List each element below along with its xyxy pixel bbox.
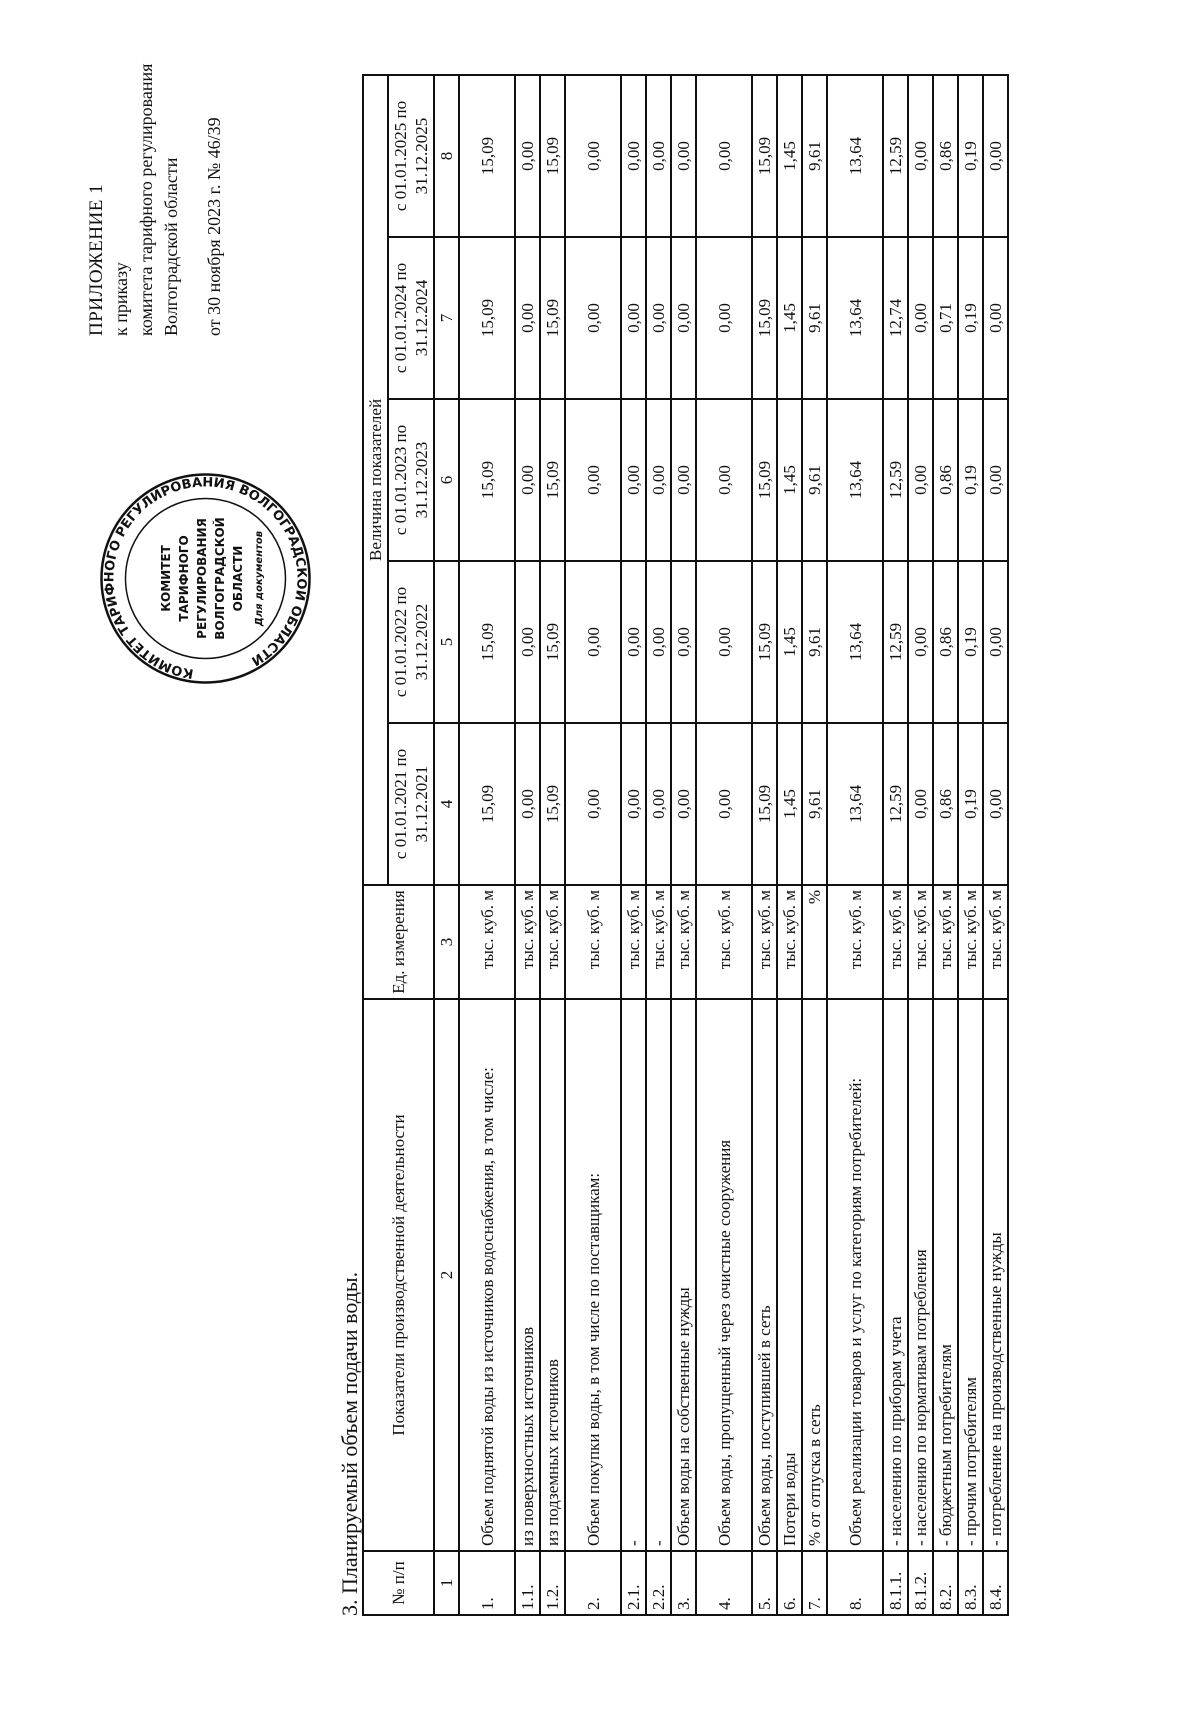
row-value-cell: 0,86 (933, 75, 958, 237)
row-value-cell: 0,00 (671, 75, 696, 237)
row-indicator-cell: % от отпуска в сеть (802, 999, 827, 1551)
row-value-cell: 1,45 (777, 399, 802, 561)
row-indicator-cell: Объем воды, пропущенный через очистные сооружения (696, 999, 752, 1551)
table-row (459, 75, 515, 1615)
row-unit-cell: тыс. куб. м (696, 885, 752, 999)
row-value-cell: 9,61 (802, 561, 827, 723)
row-value-cell: 0,00 (646, 399, 671, 561)
row-value-cell: 0,00 (565, 399, 621, 561)
row-unit-cell: тыс. куб. м (908, 885, 933, 999)
row-number-cell: 1.1. (515, 1551, 540, 1615)
col-header-period: с 01.01.2023 по 31.12.2023 (388, 399, 434, 561)
row-indicator-cell: Объем поднятой воды из источников водоснабжения, в том числе: (459, 999, 515, 1551)
appendix-label: ПРИЛОЖЕНИЕ 1 (86, 183, 107, 336)
row-value-cell: 15,09 (752, 723, 777, 885)
row-indicator-cell: Объем реализации товаров и услуг по категориям потребителей: (827, 999, 883, 1551)
row-unit-cell: тыс. куб. м (565, 885, 621, 999)
row-value-cell: 0,00 (983, 75, 1008, 237)
row-value-cell: 0,00 (646, 723, 671, 885)
row-value-cell: 15,09 (540, 75, 565, 237)
column-number-row (434, 75, 459, 1615)
col-number: 7 (434, 237, 459, 399)
row-value-cell: 0,00 (696, 237, 752, 399)
stamp-line-3: РЕГУЛИРОВАНИЯ (195, 518, 209, 639)
row-value-cell: 0,00 (908, 561, 933, 723)
row-value-cell: 0,00 (696, 723, 752, 885)
row-unit-cell: тыс. куб. м (933, 885, 958, 999)
row-value-cell: 13,64 (827, 75, 883, 237)
stamp-line-4: ВОЛГОГРАДСКОЙ (213, 517, 227, 640)
row-value-cell: 15,09 (459, 237, 515, 399)
row-value-cell: 15,09 (752, 561, 777, 723)
row-number-cell: 7. (802, 1551, 827, 1615)
row-value-cell: 0,86 (933, 723, 958, 885)
row-value-cell: 15,09 (540, 561, 565, 723)
row-value-cell: 0,00 (515, 399, 540, 561)
col-header-period: с 01.01.2025 по 31.12.2025 (388, 75, 434, 237)
row-value-cell: 15,09 (540, 399, 565, 561)
header-block (84, 6, 227, 336)
row-indicator-cell: Объем воды на собственные нужды (671, 999, 696, 1551)
table-row (777, 75, 802, 1615)
row-value-cell: 1,45 (777, 237, 802, 399)
col-header-indicator: Показатели производственной деятельности (363, 999, 434, 1551)
row-value-cell: 15,09 (752, 237, 777, 399)
row-value-cell: 0,86 (933, 399, 958, 561)
committee-name: комитета тарифного регулирования (136, 63, 156, 336)
row-unit-cell: тыс. куб. м (540, 885, 565, 999)
col-header-period: с 01.01.2022 по 31.12.2022 (388, 561, 434, 723)
row-indicator-cell: Потери воды (777, 999, 802, 1551)
row-value-cell: 0,00 (983, 561, 1008, 723)
row-value-cell: 15,09 (459, 561, 515, 723)
table-row (933, 75, 958, 1615)
stamp-outer-text: КОМИТЕТ ТАРИФНОГО РЕГУЛИРОВАНИЯ ВОЛГОГРАДСКОЙ ОБЛАСТИ (102, 475, 309, 681)
row-indicator-cell: - населению по приборам учета (883, 999, 908, 1551)
row-value-cell: 13,64 (827, 561, 883, 723)
table-row (696, 75, 752, 1615)
row-value-cell: 1,45 (777, 75, 802, 237)
table-row (983, 75, 1008, 1615)
row-value-cell: 0,00 (565, 723, 621, 885)
row-value-cell: 15,09 (459, 723, 515, 885)
row-unit-cell: тыс. куб. м (515, 885, 540, 999)
row-unit-cell: % (802, 885, 827, 999)
row-value-cell: 0,00 (671, 399, 696, 561)
col-number: 8 (434, 75, 459, 237)
table-row (671, 75, 696, 1615)
row-number-cell: 1. (459, 1551, 515, 1615)
row-value-cell: 0,00 (515, 723, 540, 885)
row-value-cell: 12,59 (883, 723, 908, 885)
table-row (883, 75, 908, 1615)
row-indicator-cell: - (621, 999, 646, 1551)
row-value-cell: 13,64 (827, 399, 883, 561)
table-row (958, 75, 983, 1615)
table-row (802, 75, 827, 1615)
row-unit-cell: тыс. куб. м (983, 885, 1008, 999)
col-number: 6 (434, 399, 459, 561)
row-value-cell: 9,61 (802, 399, 827, 561)
row-unit-cell: тыс. куб. м (752, 885, 777, 999)
col-header-unit: Ед. измерения (363, 885, 434, 999)
row-value-cell: 0,00 (621, 561, 646, 723)
row-value-cell: 12,74 (883, 237, 908, 399)
row-value-cell: 9,61 (802, 723, 827, 885)
col-number: 2 (434, 999, 459, 1551)
stamp-bottom-text: Для документов (254, 530, 265, 627)
row-number-cell: 8. (827, 1551, 883, 1615)
row-value-cell: 0,00 (621, 75, 646, 237)
row-number-cell: 8.1.1. (883, 1551, 908, 1615)
row-unit-cell: тыс. куб. м (459, 885, 515, 999)
row-indicator-cell: из поверхностных источников (515, 999, 540, 1551)
row-number-cell: 6. (777, 1551, 802, 1615)
order-ref: к приказу (111, 262, 131, 336)
row-value-cell: 0,19 (958, 237, 983, 399)
table-row (540, 75, 565, 1615)
col-header-group: Величина показателей (363, 75, 388, 885)
row-value-cell: 0,00 (565, 237, 621, 399)
row-number-cell: 2. (565, 1551, 621, 1615)
row-indicator-cell: Объем воды, поступившей в сеть (752, 999, 777, 1551)
row-value-cell: 13,64 (827, 237, 883, 399)
row-number-cell: 2.1. (621, 1551, 646, 1615)
row-value-cell: 0,19 (958, 75, 983, 237)
row-value-cell: 0,00 (621, 723, 646, 885)
row-indicator-cell: - (646, 999, 671, 1551)
row-number-cell: 8.3. (958, 1551, 983, 1615)
row-value-cell: 9,61 (802, 75, 827, 237)
row-indicator-cell: - населению по нормативам потребления (908, 999, 933, 1551)
row-unit-cell: тыс. куб. м (777, 885, 802, 999)
row-value-cell: 0,00 (908, 399, 933, 561)
order-date: от 30 ноября 2023 г. № 46/39 (204, 117, 224, 336)
row-value-cell: 15,09 (752, 75, 777, 237)
row-indicator-cell: - потребление на производственные нужды (983, 999, 1008, 1551)
row-value-cell: 15,09 (540, 723, 565, 885)
row-value-cell: 12,59 (883, 75, 908, 237)
row-value-cell: 12,59 (883, 399, 908, 561)
col-header-num: № п/п (363, 1551, 434, 1615)
row-number-cell: 3. (671, 1551, 696, 1615)
row-number-cell: 8.4. (983, 1551, 1008, 1615)
row-value-cell: 0,00 (621, 237, 646, 399)
table-row (752, 75, 777, 1615)
row-number-cell: 8.1.2. (908, 1551, 933, 1615)
row-value-cell: 1,45 (777, 723, 802, 885)
row-value-cell: 13,64 (827, 723, 883, 885)
row-value-cell: 0,00 (671, 237, 696, 399)
col-number: 4 (434, 723, 459, 885)
table-row (827, 75, 883, 1615)
row-value-cell: 15,09 (459, 75, 515, 237)
row-value-cell: 0,00 (515, 75, 540, 237)
row-indicator-cell: из подземных источников (540, 999, 565, 1551)
region-name: Волгоградской области (161, 157, 181, 336)
stamp-line-5: ОБЛАСТИ (231, 545, 245, 612)
row-unit-cell: тыс. куб. м (958, 885, 983, 999)
row-value-cell: 0,00 (671, 561, 696, 723)
row-number-cell: 8.2. (933, 1551, 958, 1615)
row-value-cell: 0,19 (958, 399, 983, 561)
table-row (908, 75, 933, 1615)
row-value-cell: 15,09 (540, 237, 565, 399)
row-value-cell: 0,19 (958, 723, 983, 885)
water-supply-table (362, 74, 1009, 1616)
row-value-cell: 0,00 (983, 399, 1008, 561)
row-value-cell: 0,00 (515, 561, 540, 723)
col-number: 3 (434, 885, 459, 999)
row-value-cell: 0,00 (565, 561, 621, 723)
row-value-cell: 0,00 (646, 237, 671, 399)
row-value-cell: 0,71 (933, 237, 958, 399)
row-value-cell: 0,86 (933, 561, 958, 723)
col-header-period: с 01.01.2024 по 31.12.2024 (388, 237, 434, 399)
section-title: 3. Планируемый объем подачи воды. (337, 1271, 362, 1616)
row-value-cell: 15,09 (459, 399, 515, 561)
row-unit-cell: тыс. куб. м (646, 885, 671, 999)
row-value-cell: 1,45 (777, 561, 802, 723)
col-number: 5 (434, 561, 459, 723)
row-value-cell: 0,00 (983, 237, 1008, 399)
row-value-cell: 0,00 (621, 399, 646, 561)
official-stamp (98, 471, 313, 686)
row-value-cell: 0,00 (908, 723, 933, 885)
row-indicator-cell: Объем покупки воды, в том числе по поставщикам: (565, 999, 621, 1551)
row-unit-cell: тыс. куб. м (827, 885, 883, 999)
row-value-cell: 9,61 (802, 237, 827, 399)
row-value-cell: 0,00 (908, 237, 933, 399)
stamp-line-1: КОМИТЕТ (159, 545, 173, 612)
table-row (565, 75, 621, 1615)
row-value-cell: 0,00 (565, 75, 621, 237)
table-row (646, 75, 671, 1615)
row-value-cell: 15,09 (752, 399, 777, 561)
table-row (515, 75, 540, 1615)
col-number: 1 (434, 1551, 459, 1615)
row-number-cell: 1.2. (540, 1551, 565, 1615)
row-unit-cell: тыс. куб. м (621, 885, 646, 999)
row-value-cell: 0,00 (646, 561, 671, 723)
row-value-cell: 0,00 (646, 75, 671, 237)
row-indicator-cell: - бюджетным потребителям (933, 999, 958, 1551)
row-value-cell: 0,00 (983, 723, 1008, 885)
row-value-cell: 12,59 (883, 561, 908, 723)
row-number-cell: 5. (752, 1551, 777, 1615)
col-header-period: с 01.01.2021 по 31.12.2021 (388, 723, 434, 885)
row-value-cell: 0,19 (958, 561, 983, 723)
row-unit-cell: тыс. куб. м (671, 885, 696, 999)
row-value-cell: 0,00 (696, 399, 752, 561)
table-row (621, 75, 646, 1615)
row-number-cell: 2.2. (646, 1551, 671, 1615)
row-unit-cell: тыс. куб. м (883, 885, 908, 999)
row-value-cell: 0,00 (515, 237, 540, 399)
row-value-cell: 0,00 (908, 75, 933, 237)
stamp-line-2: ТАРИФНОГО (177, 535, 191, 622)
row-number-cell: 4. (696, 1551, 752, 1615)
row-indicator-cell: - прочим потребителям (958, 999, 983, 1551)
row-value-cell: 0,00 (671, 723, 696, 885)
row-value-cell: 0,00 (696, 561, 752, 723)
row-value-cell: 0,00 (696, 75, 752, 237)
